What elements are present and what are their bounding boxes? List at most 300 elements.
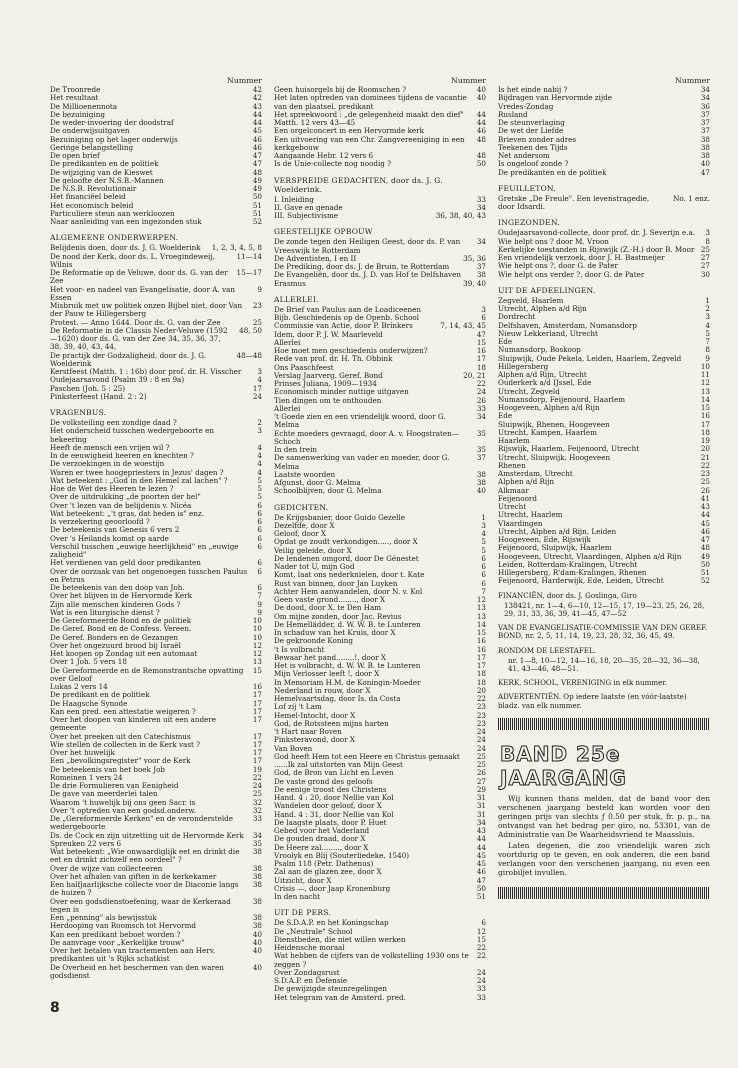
entry-issue-number: 52 — [252, 217, 262, 226]
entry-issue-number: 38 — [252, 847, 262, 856]
entry-issue-number: 6 — [481, 570, 486, 580]
entry-title: Misbruik met uw politiek onzen Bijbel niet, door Van der Pauw te Hillegersberg — [50, 301, 243, 319]
entry-issue-number: 25 — [700, 244, 710, 254]
entry-issue-number: 15 — [476, 337, 486, 347]
entry-title: De N.S.B. Revolutionair — [50, 184, 137, 193]
entry-title: Hillegersberg — [498, 361, 549, 371]
section-heading: VERSPREIDE GEDACHTEN, door ds. J. G. Woelderink. — [274, 175, 443, 194]
entry-title: De steunverlaging — [498, 118, 565, 127]
entry-title: Kan een pred. een attestatie weigeren ? — [50, 706, 196, 716]
entry-title: Het laten optreden van dominees tijdens de vacantie van den plaatsel. predikant — [274, 93, 467, 111]
entry-title: Oudejaarsavond-collecte, door prof. dr. J. Severijn e.a. — [498, 228, 696, 238]
entry-issue-number: 38 — [252, 896, 262, 906]
entry-title: Utrecht, Alphen a/d Rijn — [498, 304, 587, 313]
entry-issue-number: 34 — [476, 202, 486, 212]
entry-issue-number: 24 — [476, 967, 486, 977]
entry-title: Achter Hem aanwandelen, door N. v. Kol — [274, 586, 423, 596]
entry-title: Numansdorp, Boskoop — [498, 345, 581, 355]
entry-issue-number: 42 — [252, 93, 262, 103]
entry-issue-number: 4 — [257, 451, 262, 460]
entry-title: De gewijzigde steunregelingen — [274, 984, 388, 994]
entry-issue-number: 43 — [700, 502, 710, 511]
entry-issue-number: 6 — [257, 533, 262, 543]
entry-issue-number: 40 — [252, 937, 262, 947]
index-entry — [50, 815, 262, 832]
entry-title: De beteekenis van Genesis 6 vers 2 — [50, 525, 180, 535]
entry-title: De gekroonde Koning — [274, 636, 354, 646]
index-entry — [274, 94, 486, 111]
entry-issue-number: 23 — [476, 710, 486, 720]
entry-title: De predikant en de politiek — [50, 690, 150, 700]
entry-issue-number: 44 — [476, 109, 486, 119]
section-heading: UIT DE AFDEELINGEN. — [498, 285, 596, 295]
entry-title: Psalm 118 (Petr. Dathenus) — [274, 859, 374, 868]
entry-issue-number: 35 — [252, 838, 262, 848]
index-entry — [498, 577, 710, 585]
entry-title: De Haagsche Synode — [50, 698, 128, 708]
entry-title: Is de Unie-collecte nog noodig ? — [274, 159, 392, 169]
entry-title: Over het huwelijk — [50, 748, 115, 757]
entry-title: De Hemellädder, d. W. W. B. te Lunteren — [274, 619, 421, 629]
entry-title: Het economisch beleid — [50, 200, 134, 210]
entry-issue-number: 45 — [252, 126, 262, 136]
col2-gedichten-list — [274, 514, 486, 902]
commissie-heading: VAN DE EVANGELISATIE-COMMISSIE VAN DEN GEREF. BOND, nr. 2, 5, 11, 14, 19, 23, 28, 32, 36, 45, 49. — [498, 623, 708, 641]
entry-title: ......Ik zal uitstorten van Mijn Geest — [274, 760, 403, 769]
index-entry — [50, 568, 262, 585]
entry-title: De „Gereformeerde Kerken" en de veronderstelde wedergeboorte — [50, 814, 234, 832]
entry-issue-number: 37 — [476, 453, 486, 463]
entry-title: Het spreekwoord : „de gelegenheid maakt den dief" — [274, 109, 464, 119]
entry-issue-number: 38 — [252, 871, 262, 881]
entry-title: 't Is volbracht — [274, 644, 325, 654]
entry-issue-number: 22 — [700, 460, 710, 470]
entry-title: De vaste grond des geloofs — [274, 776, 373, 786]
entry-title: Tien dingen om te onthouden — [274, 395, 382, 405]
index-entry — [50, 327, 262, 352]
entry-issue-number: 4 — [257, 459, 262, 469]
section-heading: INGEZONDEN. — [498, 218, 560, 228]
entry-issue-number: 10 — [252, 632, 262, 642]
index-entry — [50, 881, 262, 898]
entry-issue-number: 17 — [476, 661, 486, 670]
entry-issue-number: 16 — [252, 682, 262, 691]
entry-issue-number: 11 — [700, 370, 710, 379]
entry-issue-number: 47 — [476, 329, 486, 339]
entry-issue-number: 30 — [700, 269, 710, 279]
entry-issue-number: 6 — [257, 517, 262, 526]
entry-issue-number: 38 — [476, 270, 486, 280]
entry-title: Lukas 2 vers 14 — [50, 682, 108, 691]
entry-issue-number: 46 — [252, 142, 262, 152]
entry-issue-number: 17 — [252, 715, 262, 724]
entry-title: Pinksterfeest (Hand. 2 : 2) — [50, 391, 147, 401]
advertentien-note: ADVERTENTIËN. Op iedere laatste (en vóór-laatste) bladz. van elk nummer. — [498, 692, 687, 710]
entry-issue-number: 17 — [252, 698, 262, 708]
entry-title: Numansdorp, Feijenoord, Haarlem — [498, 394, 626, 404]
entry-title: Dezelfde, door X — [274, 520, 335, 530]
entry-issue-number: 44 — [700, 510, 710, 520]
entry-issue-number: 35 — [476, 428, 486, 438]
divider-bar — [498, 887, 710, 899]
entry-issue-number: 25 — [476, 760, 486, 769]
entry-issue-number: No. 1 enz. — [673, 193, 710, 203]
entry-title: Economisch minder nuttige uitgaven — [274, 387, 409, 397]
col3-feuilleton-list — [498, 195, 710, 212]
rondom-text: nr. 1—8, 10—12, 14—16, 18, 20—35, 28—32, 36—38, 41, 43—46, 48—51. — [508, 655, 700, 673]
entry-issue-number: 9 — [257, 607, 262, 617]
entry-title: Over de wijze van collecteeren — [50, 863, 163, 873]
entry-title: Leiden, Rotterdam-Kralingen, Utrecht — [498, 559, 638, 569]
entry-issue-number: 17 — [252, 383, 262, 393]
entry-issue-number: 3 — [705, 312, 710, 322]
entry-title: De Prediking, door ds. J. de Bruin, te Rotterdam — [274, 262, 450, 271]
index-entry — [50, 269, 262, 286]
entry-title: De Geref. Bond en de Confess. Vereen. — [50, 624, 192, 634]
entry-title: Het resultaat — [50, 93, 99, 103]
entry-title: De samenwerking van vader en moeder, door G. Melma — [274, 453, 450, 471]
entry-title: Verslag Jaarverg. Geref. Bond — [274, 370, 383, 380]
index-entry — [498, 195, 710, 212]
index-entry — [498, 330, 710, 338]
entry-title: Bewaar het pand........!, door X — [274, 652, 386, 662]
entry-title: Paschen (Joh. 5 : 25) — [50, 383, 126, 393]
entry-issue-number: 12 — [476, 926, 486, 936]
entry-title: Ons Paaschfeest — [274, 362, 334, 372]
entry-title: De eenige troost des Christens — [274, 784, 387, 794]
entry-issue-number: 17 — [252, 756, 262, 766]
entry-issue-number: 43 — [252, 101, 262, 111]
entry-issue-number: 18 — [476, 362, 486, 372]
entry-title: Protest. — Anno 1644. Door ds. G. van der Zee — [50, 317, 221, 327]
entry-issue-number: 36, 38, 40, 43 — [435, 211, 486, 220]
entry-title: Over 's Heilands komst op aarde — [50, 533, 169, 543]
entry-issue-number: 44 — [476, 118, 486, 127]
entry-issue-number: 25 — [476, 751, 486, 761]
entry-issue-number: 34 — [476, 412, 486, 421]
entry-title: Herdooping van Roomsch tot Hervormd — [50, 921, 196, 931]
entry-title: De Reformatie in de Classis Neder-Veluwe (1592—1620) door ds. G. van der Zee 34, 35, 36, 37, 38, 39, 40, 43, 44, — [50, 325, 228, 352]
entry-title: Heidensche moraal — [274, 943, 345, 952]
entry-title: De drie Formulieren van Eenigheid — [50, 781, 179, 790]
entry-issue-number: 32 — [252, 797, 262, 807]
entry-title: Alkmaar — [498, 485, 529, 495]
entry-issue-number: 35 — [476, 445, 486, 454]
entry-issue-number: 23 — [700, 469, 710, 478]
entry-issue-number: 40 — [700, 159, 710, 169]
entry-issue-number: 46 — [700, 526, 710, 536]
entry-title: Uitzicht, door X — [274, 875, 332, 885]
entry-issue-number: 35, 36 — [463, 253, 486, 263]
col2-top-list — [274, 86, 486, 169]
entry-title: Het telegram van de Amsterd. pred. — [274, 992, 406, 1002]
entry-issue-number: 51 — [700, 568, 710, 577]
entry-issue-number: 22 — [476, 694, 486, 703]
entry-title: Een „penning" als bewijsstuk — [50, 913, 157, 922]
entry-title: Alphen a/d Rijn, Utrecht — [498, 370, 587, 379]
entry-issue-number: 26 — [476, 395, 486, 405]
entry-issue-number: 10 — [700, 361, 710, 371]
entry-title: De nood der Kerk, door ds. L. Vroegindeweij, Wilnis — [50, 251, 215, 269]
entry-issue-number: 24 — [476, 743, 486, 753]
entry-title: Hand. 4 : 20, door Nellie van Kol — [274, 793, 394, 802]
entry-title: Spreuken 22 vers 6 — [50, 838, 122, 848]
entry-title: Hoe moet men geschiedenis onderwijzen? — [274, 346, 428, 355]
entry-issue-number: 18 — [476, 669, 486, 679]
entry-issue-number: 20 — [476, 685, 486, 695]
entry-title: Het is volbracht, d. W. W. B. te Lunteren — [274, 661, 421, 670]
entry-title: Wandelen door geloof, door X — [274, 801, 382, 811]
entry-issue-number: 47 — [252, 151, 262, 160]
entry-issue-number: 50 — [476, 159, 486, 169]
entry-title: De S.D.A.P. en het Koningschap — [274, 918, 389, 928]
entry-title: Gretske „De Freule". Een levenstragedie, door Idsardi. — [498, 193, 650, 211]
entry-issue-number: 11—14 — [236, 251, 262, 261]
index-entry — [50, 218, 262, 226]
column-header: Nummer — [451, 76, 486, 85]
entry-issue-number: 7 — [257, 591, 262, 601]
entry-issue-number: 20, 21 — [463, 370, 486, 380]
entry-issue-number: 33 — [476, 403, 486, 413]
entry-issue-number: 7 — [481, 586, 486, 596]
entry-issue-number: 5 — [257, 492, 262, 502]
index-entry — [274, 212, 486, 220]
entry-title: Over het ongezuurd brood bij Israël — [50, 640, 181, 650]
index-entry — [498, 271, 710, 279]
entry-title: Rust van binnen, door Jan Luyken — [274, 578, 398, 588]
entry-issue-number: 24 — [252, 391, 262, 401]
entry-title: Hillegersberg, R'dam-Kralingen, Rhenen — [498, 568, 647, 577]
index-entry — [498, 495, 710, 503]
rondom-heading: RONDOM DE LEESTAFEL. — [498, 645, 596, 655]
entry-issue-number: 12 — [476, 595, 486, 604]
entry-issue-number: 6 — [257, 525, 262, 535]
entry-issue-number: 38 — [252, 913, 262, 922]
entry-title: Dordrecht — [498, 312, 536, 322]
entry-title: De geloofte der N.S.B.-Mannen — [50, 175, 164, 185]
entry-title: Een uitvoering van een Chr. Zangvereeniging in een kerkgebouw — [274, 134, 465, 152]
entry-issue-number: 38 — [700, 151, 710, 160]
columns — [50, 76, 716, 1002]
entry-issue-number: 6 — [257, 583, 262, 592]
entry-title: Allerlei — [274, 337, 301, 347]
entry-issue-number: 40 — [252, 946, 262, 955]
entry-issue-number: 48—48 — [236, 350, 262, 360]
entry-issue-number: 10 — [252, 616, 262, 625]
entry-issue-number: 9 — [257, 599, 262, 609]
entry-title: II. Gave en genade — [274, 202, 343, 212]
entry-title: Over het afhalen van giften in de kerkekamer — [50, 871, 217, 881]
entry-issue-number: 6 — [481, 553, 486, 563]
page-number: 8 — [50, 1000, 60, 1016]
entry-title: De Krijgsbanier, door Guido Gezelle — [274, 512, 405, 522]
entry-issue-number: 51 — [252, 200, 262, 210]
entry-title: Zijn alle menschen kinderen Gods ? — [50, 599, 181, 609]
column-header: Nummer — [675, 76, 710, 85]
entry-issue-number: 22 — [476, 943, 486, 952]
entry-title: Pinksteravond, door X — [274, 735, 355, 745]
entry-issue-number: 13 — [700, 386, 710, 396]
index-entry — [498, 103, 710, 111]
entry-title: De Reformatie op de Veluwe, door ds. G. van der Zee — [50, 268, 228, 286]
entry-title: De dood, door X. te Den Ham — [274, 603, 382, 613]
index-entry — [274, 994, 486, 1002]
entry-title: Over het preeken uit den Catechismus — [50, 731, 191, 741]
entry-issue-number: 33 — [476, 992, 486, 1002]
index-entry — [274, 331, 486, 339]
index-entry — [274, 413, 486, 430]
entry-issue-number: 25 — [700, 477, 710, 487]
entry-title: Waren er twee hoogepriesters in Jezus' dagen ? — [50, 467, 224, 477]
entry-title: Wat hebben de cijfers van de volkstelling 1930 ons te zeggen ? — [274, 951, 469, 969]
entry-issue-number: 24 — [476, 387, 486, 397]
entry-issue-number: 13 — [476, 611, 486, 621]
entry-title: Echte moeders gevraagd, door A. v. Hoogstraten—Schoch — [274, 428, 459, 446]
entry-issue-number: 21 — [700, 452, 710, 462]
entry-title: Bijdragen van Hervormde zijde — [498, 93, 613, 103]
entry-issue-number: 24 — [476, 735, 486, 745]
entry-issue-number: 27 — [700, 253, 710, 262]
entry-title: Het koopen op Zondag uit een automaat — [50, 649, 198, 658]
entry-issue-number: 7 — [705, 337, 710, 346]
entry-issue-number: 31 — [476, 809, 486, 819]
entry-issue-number: 38 — [476, 478, 486, 487]
entry-title: Nederland in rouw, door X — [274, 685, 371, 695]
entry-title: Oudejaarsavond (Psalm 39 : 8 en 9a) — [50, 375, 185, 385]
entry-issue-number: 5 — [481, 545, 486, 555]
entry-issue-number: 18 — [476, 677, 486, 687]
entry-title: De Brief van Paulus aan de Loadiceenen — [274, 304, 422, 314]
entry-title: God, de Bron van Licht en Leven — [274, 768, 394, 778]
entry-issue-number: 24 — [476, 976, 486, 985]
entry-title: Kerkelijke toestanden in Rijswijk (Z.-H.) door B. Moor — [498, 244, 695, 254]
entry-issue-number: 24 — [476, 727, 486, 736]
entry-issue-number: 5 — [257, 475, 262, 485]
entry-issue-number: 31 — [476, 801, 486, 811]
entry-issue-number: 17 — [252, 739, 262, 749]
entry-title: Rede van prof. dr. H. Th. Obbink — [274, 354, 393, 364]
entry-title: Het verdienen van geld door predikanten — [50, 558, 201, 568]
entry-issue-number: 47 — [476, 875, 486, 885]
entry-issue-number: 5 — [257, 484, 262, 493]
entry-title: De lendenen omgord, door De Génestet — [274, 553, 419, 563]
entry-issue-number: 45 — [476, 850, 486, 860]
entry-title: De zonde tegen den Heiligen Geest, door ds. P. van Vreeswijk te Rotterdam — [274, 237, 461, 255]
entry-title: Over 't lezen van de belijdenis v. Nicéa — [50, 500, 192, 510]
entry-title: Vredes-Zondag — [498, 101, 554, 111]
entry-issue-number: 48 — [476, 134, 486, 144]
entry-title: Over een godsdienstoefening, waar de Kerkeraad tegen is — [50, 896, 231, 914]
entry-issue-number: 44 — [252, 109, 262, 119]
entry-title: Bijb. Geschiedenis op de Openb. School — [274, 313, 420, 322]
entry-title: Utrecht, Kampen, Haarlem — [498, 427, 597, 437]
entry-issue-number: 49 — [252, 175, 262, 185]
entry-title: Opdat ge zoudt verkondigen....., door X — [274, 537, 418, 547]
entry-issue-number: 29 — [476, 784, 486, 794]
entry-issue-number: 12 — [252, 649, 262, 658]
entry-issue-number: 27 — [476, 776, 486, 786]
entry-issue-number: 16 — [476, 346, 486, 355]
entry-issue-number: 49 — [252, 184, 262, 193]
entry-title: Wie stellen de collecten in de Kerk vast ? — [50, 739, 201, 749]
col3-ingezonden-list — [498, 229, 710, 279]
entry-title: Commissie van Actie, door P. Brinkers — [274, 321, 413, 331]
entry-title: Over 't optreden van een godsd.onderw. — [50, 805, 196, 815]
entry-issue-number: 23 — [476, 702, 486, 712]
entry-title: Belijdenis doen, door ds. J. G. Woelderink — [50, 243, 201, 253]
entry-title: Wat is een liturgische dienst ? — [50, 607, 160, 617]
entry-issue-number: 2 — [257, 418, 262, 427]
entry-title: De onderwijsuitgaven — [50, 126, 130, 136]
entry-issue-number: 40 — [252, 962, 262, 972]
entry-issue-number: 13 — [252, 657, 262, 667]
entry-issue-number: 44 — [476, 842, 486, 852]
col2-allerlei-list — [274, 306, 486, 496]
section-heading: FEUILLETON. — [498, 183, 556, 193]
index-entry — [50, 352, 262, 369]
entry-issue-number: 3 — [257, 367, 262, 376]
index-entry — [274, 280, 486, 288]
entry-issue-number: 17 — [476, 354, 486, 364]
index-entry — [274, 430, 486, 447]
entry-issue-number: 4 — [257, 442, 262, 452]
entry-issue-number: 34 — [252, 830, 262, 840]
entry-title: Een halfjaarlijksche collecte voor de Diaconie langs de huizen ? — [50, 880, 239, 898]
entry-issue-number: 1 — [705, 295, 710, 305]
entry-title: Zegveld, Haarlem — [498, 295, 564, 305]
entry-title: Utrecht — [498, 502, 527, 511]
entry-issue-number: 1 — [481, 512, 486, 522]
index-entry — [50, 848, 262, 865]
entry-title: Matth. 12 vers 43—45 — [274, 118, 356, 127]
entry-issue-number: 23 — [476, 718, 486, 728]
entry-title: De predikanten en de politiek — [50, 159, 159, 169]
entry-title: Crisis —, door Jaap Kronenburg — [274, 883, 391, 893]
entry-issue-number: 17 — [252, 748, 262, 757]
entry-issue-number: 40 — [476, 93, 486, 103]
jubilee-title: BAND 25e JAARGANG — [500, 741, 627, 790]
entry-title: De Evangeliën, door ds. J. D. van Hof te Delfshaven — [274, 270, 461, 280]
entry-title: Utrecht, Sluipwijk, Hoogeveen — [498, 452, 611, 462]
entry-issue-number: 19 — [252, 764, 262, 774]
entry-issue-number: 37 — [700, 118, 710, 127]
entry-issue-number: 48, 50 — [239, 325, 262, 335]
entry-issue-number: 46 — [252, 134, 262, 144]
index-entry — [50, 947, 262, 964]
entry-issue-number: 9 — [705, 353, 710, 363]
entry-title: Ede — [498, 337, 513, 346]
entry-issue-number: 40 — [476, 486, 486, 496]
entry-title: Naar aanleiding van een ingezonden stuk — [50, 217, 202, 226]
entry-title: S.D.A.P. en Defensie — [274, 976, 348, 985]
entry-title: Teekenen des Tijds — [498, 142, 568, 152]
col1-vragenbus-list — [50, 419, 262, 980]
entry-issue-number: 49 — [700, 551, 710, 561]
entry-issue-number: 36 — [700, 101, 710, 111]
section-heading: GEDICHTEN. — [274, 502, 329, 512]
entry-issue-number: 25 — [252, 317, 262, 327]
entry-title: Over het doopen van kinderen uit een andere gemeente — [50, 715, 216, 733]
entry-issue-number: 6 — [481, 918, 486, 928]
entry-title: Komt, laat ons nederknielen, door t. Kate — [274, 570, 425, 580]
entry-issue-number: 15 — [476, 628, 486, 637]
entry-issue-number: 38 — [252, 921, 262, 931]
entry-issue-number: 19 — [700, 436, 710, 445]
entry-title: De Heere zal........, door X — [274, 842, 369, 852]
entry-title: In den trein — [274, 445, 318, 454]
entry-issue-number: 32 — [252, 805, 262, 815]
entry-title: Lof zij 't Lam — [274, 702, 322, 712]
